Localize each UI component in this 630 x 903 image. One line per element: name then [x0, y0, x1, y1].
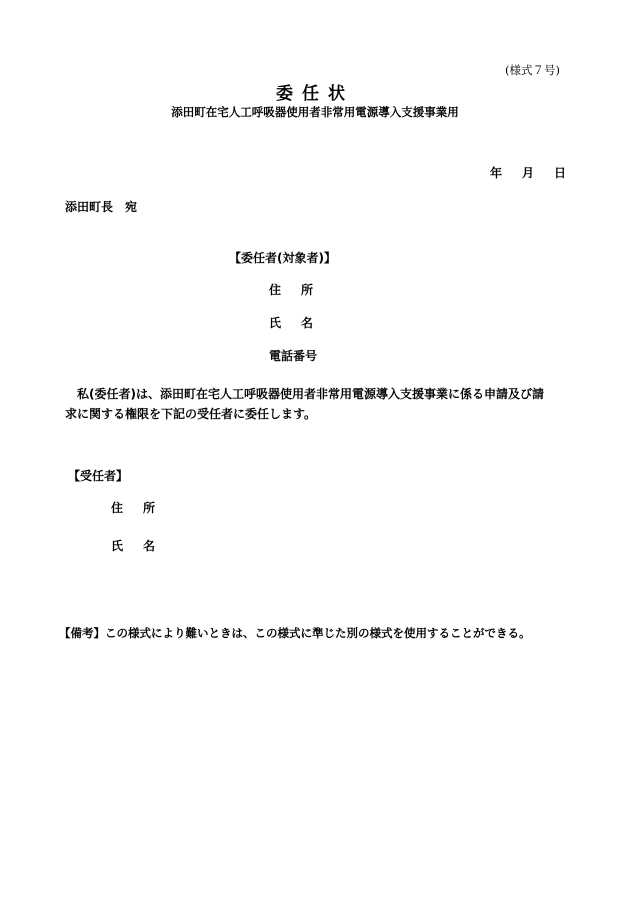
- delegate-address-label: 住 所: [111, 501, 156, 515]
- document-subtitle: 添田町在宅人工呼吸器使用者非常用電源導入支援事業用: [171, 105, 459, 119]
- delegation-statement-line-2: 求に関する権限を下記の受任者に委任します。: [65, 407, 317, 421]
- delegate-name-label: 氏 名: [111, 539, 156, 553]
- addressee-name: 添田町長: [65, 200, 114, 214]
- delegator-name-label: 氏 名: [269, 316, 314, 330]
- addressee: [65, 198, 137, 215]
- remarks-note: 【備考】この様式により難いときは、この様式に準じた別の様式を使用することができる。: [59, 626, 531, 640]
- addressee-suffix: 宛: [125, 200, 138, 214]
- date-day-label: 日: [553, 166, 566, 180]
- date-line: [490, 164, 566, 181]
- delegate-heading: 【受任者】: [68, 469, 129, 483]
- delegator-phone-label: 電話番号: [269, 349, 318, 363]
- delegation-statement-line-1: 私(委任者)は、添田町在宅人工呼吸器使用者非常用電源導入支援事業に係る申請及び請: [77, 387, 544, 401]
- date-month-label: 月: [521, 166, 534, 180]
- form-number: (様式７号): [505, 63, 560, 77]
- delegator-address-label: 住 所: [269, 283, 314, 297]
- delegator-heading: 【委任者(対象者)】: [229, 251, 336, 265]
- delegation-statement: [65, 384, 555, 424]
- document-title: 委任状: [276, 84, 354, 104]
- date-year-label: 年: [489, 166, 502, 180]
